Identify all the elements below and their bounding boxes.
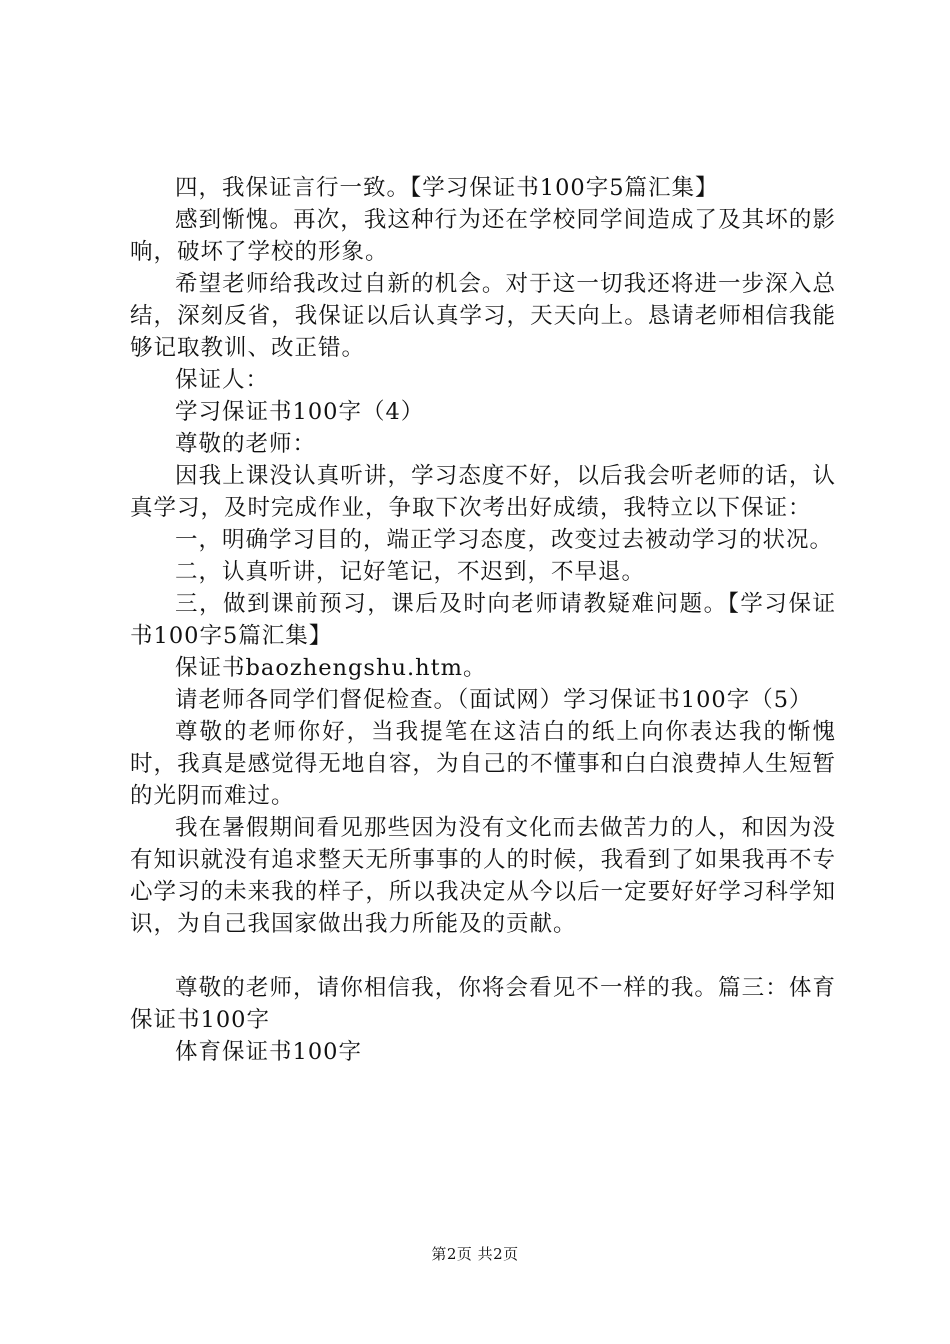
paragraph-4: 保证人： [175,367,270,393]
paragraph-6: 尊敬的老师： [175,431,317,457]
paragraph-9: 二，认真听讲，记好笔记，不迟到，不早退。 [175,559,646,585]
paragraph-15: 尊敬的老师，请你相信我，你将会看见不一样的我。篇三：体育保证书100字 [130,975,836,1033]
paragraph-3: 希望老师给我改过自新的机会。对于这一切我还将进一步深入总结，深刻反省，我保证以后认真学习，天天向上。恳请老师相信我能够记取教训、改正错。 [130,271,836,361]
paragraph-1: 四，我保证言行一致。【学习保证书100字5篇汇集】 [175,175,719,201]
paragraph-13: 尊敬的老师你好，当我提笔在这洁白的纸上向你表达我的惭愧时，我真是感觉得无地自容，为自己的不懂事和白白浪费掉人生短暂的光阴而难过。 [130,719,836,809]
paragraph-8: 一，明确学习目的，端正学习态度，改变过去被动学习的状况。 [175,527,834,553]
paragraph-11: 保证书baozhengshu.htm。 [175,655,487,681]
page-footer: 第2页 共2页 [431,1245,519,1263]
paragraph-2: 感到惭愧。再次，我这种行为还在学校同学间造成了及其坏的影响，破坏了学校的形象。 [130,207,836,265]
document-body [130,172,836,1068]
paragraph-12: 请老师各同学们督促检查。（面试网）学习保证书100字（5） [175,687,813,713]
paragraph-16: 体育保证书100字 [175,1039,362,1065]
paragraph-10: 三，做到课前预习，课后及时向老师请教疑难问题。【学习保证书100字5篇汇集】 [130,591,836,649]
paragraph-5: 学习保证书100字（4） [175,399,425,425]
paragraph-7: 因我上课没认真听讲，学习态度不好，以后我会听老师的话，认真学习，及时完成作业，争取下次考出好成绩，我特立以下保证： [130,463,836,521]
blank-line [130,940,836,972]
paragraph-14: 我在暑假期间看见那些因为没有文化而去做苦力的人，和因为没有知识就没有追求整天无所事事的人的时候，我看到了如果我再不专心学习的未来我的样子，所以我决定从今以后一定要好好学习科学知识，为自己我国家做出我力所能及的贡献。 [130,815,836,937]
